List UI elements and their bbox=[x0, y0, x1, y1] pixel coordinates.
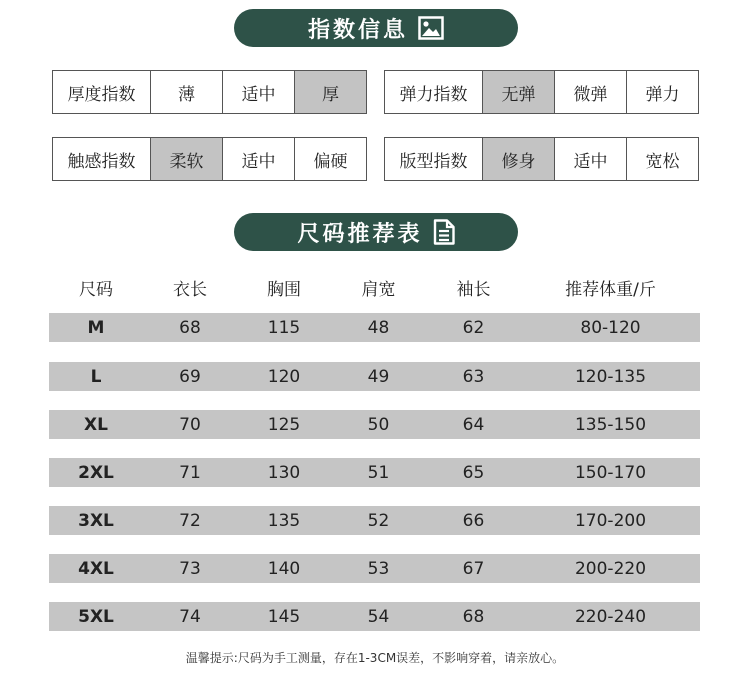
cell-shoulder: 53 bbox=[367, 558, 390, 579]
cell-weight: 150-170 bbox=[574, 462, 647, 483]
table-row bbox=[49, 362, 700, 391]
cell-weight: 135-150 bbox=[574, 414, 647, 435]
table-row bbox=[49, 554, 700, 583]
cell-chest: 120 bbox=[267, 366, 301, 387]
cell-size: M bbox=[87, 317, 105, 338]
cell-shoulder: 52 bbox=[367, 510, 390, 531]
header-sleeve: 袖长 bbox=[456, 279, 491, 300]
elasticity-option-slight: 微弹 bbox=[554, 71, 626, 113]
cell-chest: 140 bbox=[267, 558, 301, 579]
cell-length: 69 bbox=[179, 366, 201, 387]
size-table-header bbox=[49, 274, 700, 300]
index-info-title-banner bbox=[234, 9, 518, 47]
elasticity-index-label: 弹力指数 bbox=[399, 84, 468, 105]
header-size: 尺码 bbox=[79, 279, 113, 300]
cell-chest: 130 bbox=[267, 462, 301, 483]
cell-length: 74 bbox=[179, 606, 201, 627]
fit-index bbox=[384, 137, 699, 181]
touch-option-soft: 柔软 bbox=[150, 138, 222, 180]
cell-weight: 170-200 bbox=[574, 510, 647, 531]
elasticity-option-none: 无弹 bbox=[482, 71, 554, 113]
cell-size: L bbox=[90, 366, 102, 387]
header-shoulder: 肩宽 bbox=[361, 279, 396, 300]
size-chart-title-banner bbox=[234, 213, 518, 251]
cell-shoulder: 48 bbox=[367, 317, 390, 338]
cell-chest: 115 bbox=[267, 317, 301, 338]
table-row bbox=[49, 313, 700, 342]
thickness-index bbox=[52, 70, 367, 114]
cell-shoulder: 49 bbox=[367, 366, 390, 387]
fit-option-regular: 适中 bbox=[554, 138, 626, 180]
cell-size: 2XL bbox=[78, 462, 114, 483]
cell-length: 68 bbox=[179, 317, 201, 338]
thickness-option-thin: 薄 bbox=[150, 71, 222, 113]
cell-length: 72 bbox=[179, 510, 201, 531]
measurement-note: 温馨提示:尺码为手工测量，存在1-3CM误差，不影响穿着，请亲放心。 bbox=[185, 651, 565, 665]
thickness-option-medium: 适中 bbox=[222, 71, 294, 113]
fit-option-slim: 修身 bbox=[482, 138, 554, 180]
cell-length: 73 bbox=[179, 558, 201, 579]
cell-weight: 120-135 bbox=[574, 366, 647, 387]
thickness-index-label: 厚度指数 bbox=[67, 84, 136, 105]
elasticity-index bbox=[384, 70, 699, 114]
cell-sleeve: 62 bbox=[462, 317, 485, 338]
table-row bbox=[49, 602, 700, 631]
cell-shoulder: 54 bbox=[367, 606, 390, 627]
thickness-option-thick: 厚 bbox=[294, 71, 366, 113]
touch-option-hard: 偏硬 bbox=[294, 138, 366, 180]
index-info-title: 指数信息 bbox=[307, 17, 408, 43]
cell-sleeve: 67 bbox=[462, 558, 485, 579]
header-length: 衣长 bbox=[173, 279, 207, 300]
fit-option-loose: 宽松 bbox=[626, 138, 698, 180]
cell-size: XL bbox=[84, 414, 108, 435]
cell-sleeve: 66 bbox=[462, 510, 485, 531]
cell-size: 3XL bbox=[78, 510, 114, 531]
table-row bbox=[49, 458, 700, 487]
cell-shoulder: 51 bbox=[367, 462, 390, 483]
image-icon bbox=[418, 16, 444, 40]
touch-index bbox=[52, 137, 367, 181]
cell-chest: 135 bbox=[267, 510, 301, 531]
document-icon bbox=[433, 219, 455, 245]
fit-index-label: 版型指数 bbox=[399, 151, 468, 172]
cell-sleeve: 65 bbox=[462, 462, 485, 483]
cell-weight: 220-240 bbox=[574, 606, 647, 627]
cell-weight: 80-120 bbox=[580, 317, 641, 338]
cell-shoulder: 50 bbox=[367, 414, 390, 435]
touch-option-medium: 适中 bbox=[222, 138, 294, 180]
cell-sleeve: 64 bbox=[462, 414, 485, 435]
elasticity-option-stretch: 弹力 bbox=[626, 71, 698, 113]
cell-sleeve: 68 bbox=[462, 606, 485, 627]
header-chest: 胸围 bbox=[267, 279, 301, 300]
cell-chest: 125 bbox=[267, 414, 301, 435]
cell-size: 5XL bbox=[78, 606, 114, 627]
cell-size: 4XL bbox=[78, 558, 114, 579]
size-chart-title: 尺码推荐表 bbox=[297, 221, 423, 247]
cell-length: 70 bbox=[179, 414, 201, 435]
touch-index-label: 触感指数 bbox=[67, 151, 136, 172]
cell-sleeve: 63 bbox=[462, 366, 485, 387]
cell-chest: 145 bbox=[267, 606, 301, 627]
cell-weight: 200-220 bbox=[574, 558, 647, 579]
table-row bbox=[49, 506, 700, 535]
header-weight: 推荐体重/斤 bbox=[565, 279, 656, 300]
cell-length: 71 bbox=[179, 462, 201, 483]
table-row bbox=[49, 410, 700, 439]
